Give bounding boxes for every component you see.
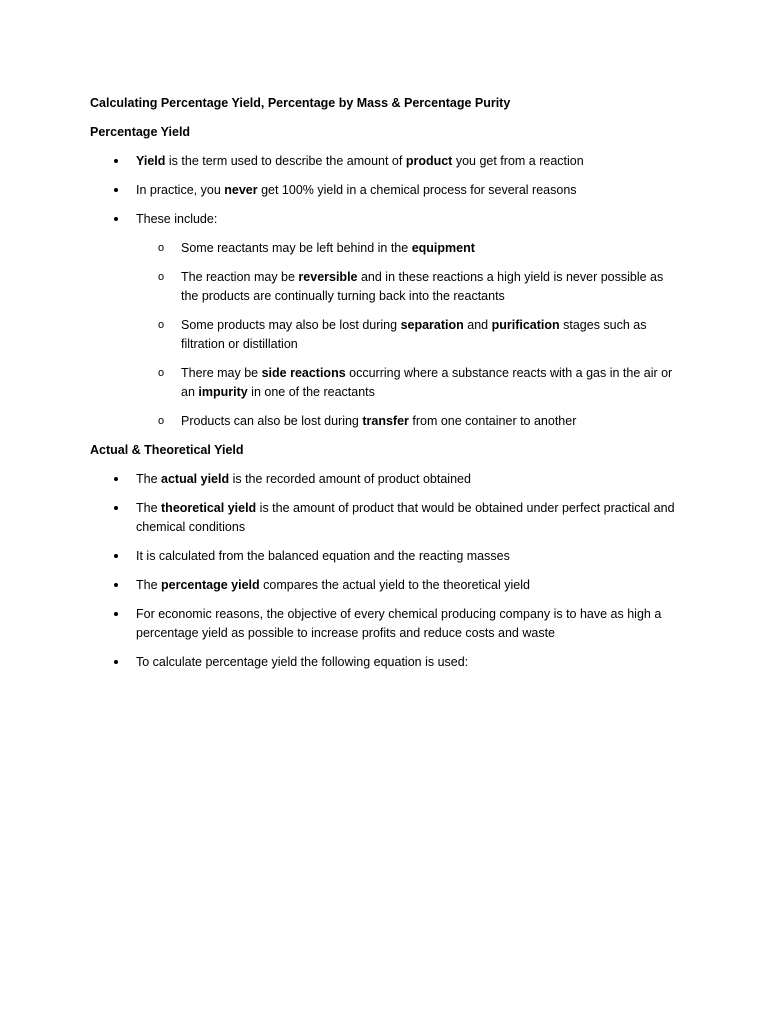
document-page [90, 94, 680, 682]
text-span: For economic reasons, the objective of every chemical producing company is to have as high a percentage yield as possible to increase profits and reduce costs and waste [136, 607, 662, 640]
bold-term: impurity [198, 385, 248, 399]
bold-term: separation [400, 318, 464, 332]
bold-term: never [224, 183, 258, 197]
bold-term: theoretical yield [161, 501, 257, 515]
list-item [90, 152, 680, 171]
text-span: In practice, you [136, 183, 225, 197]
text-span: occurring where a substance reacts with a gas in the air or an [181, 366, 673, 399]
text-span: Products can also be lost during [181, 414, 363, 428]
text-span: These include: [136, 212, 218, 226]
text-span: compares the actual yield to the theoretical yield [259, 578, 530, 592]
list-item [90, 547, 680, 566]
bold-term: purification [491, 318, 560, 332]
text-span: is the term used to describe the amount of [165, 154, 406, 168]
list-item [90, 576, 680, 595]
list-item [90, 181, 680, 200]
sublist-item [136, 239, 680, 258]
text-span: Some reactants may be left behind in the [181, 241, 412, 255]
sublist-item [136, 412, 680, 431]
text-span: in one of the reactants [247, 385, 375, 399]
text-span: The [136, 472, 162, 486]
text-span: It is calculated from the balanced equation and the reacting masses [136, 549, 510, 563]
bold-term: product [405, 154, 453, 168]
actual-theoretical-list [90, 470, 680, 672]
text-span: from one container to another [408, 414, 577, 428]
list-item [90, 605, 680, 643]
section-heading-percentage-yield: Percentage Yield [90, 125, 191, 139]
bold-term: percentage yield [161, 578, 260, 592]
bold-term: transfer [362, 414, 409, 428]
text-span: and [463, 318, 492, 332]
text-span: is the recorded amount of product obtained [229, 472, 471, 486]
sublist-item [136, 364, 680, 402]
text-span: you get from a reaction [452, 154, 584, 168]
reasons-sublist [136, 239, 680, 431]
text-span: stages such as filtration or distillation [181, 318, 647, 351]
sublist-item [136, 316, 680, 354]
document-title: Calculating Percentage Yield, Percentage by Mass & Percentage Purity [90, 96, 511, 110]
list-item [90, 653, 680, 672]
bold-term: side reactions [261, 366, 346, 380]
text-span: The [136, 578, 162, 592]
list-item [90, 499, 680, 537]
bold-term: actual yield [161, 472, 230, 486]
text-span: The [136, 501, 162, 515]
text-span: get 100% yield in a chemical process for several reasons [257, 183, 577, 197]
text-span: There may be [181, 366, 262, 380]
bold-term: Yield [136, 154, 166, 168]
list-item [90, 470, 680, 489]
percentage-yield-list [90, 152, 680, 431]
section-heading-actual-theoretical-yield: Actual & Theoretical Yield [90, 443, 244, 457]
bold-term: equipment [411, 241, 475, 255]
text-span: The reaction may be [181, 270, 299, 284]
text-span: is the amount of product that would be obtained under perfect practical and chemical conditions [136, 501, 675, 534]
sublist-item [136, 268, 680, 306]
text-span: Some products may also be lost during [181, 318, 401, 332]
text-span: and in these reactions a high yield is never possible as the products are continually turning back into the reactants [181, 270, 664, 303]
text-span: To calculate percentage yield the following equation is used: [136, 655, 469, 669]
list-item [90, 210, 680, 431]
bold-term: reversible [298, 270, 358, 284]
